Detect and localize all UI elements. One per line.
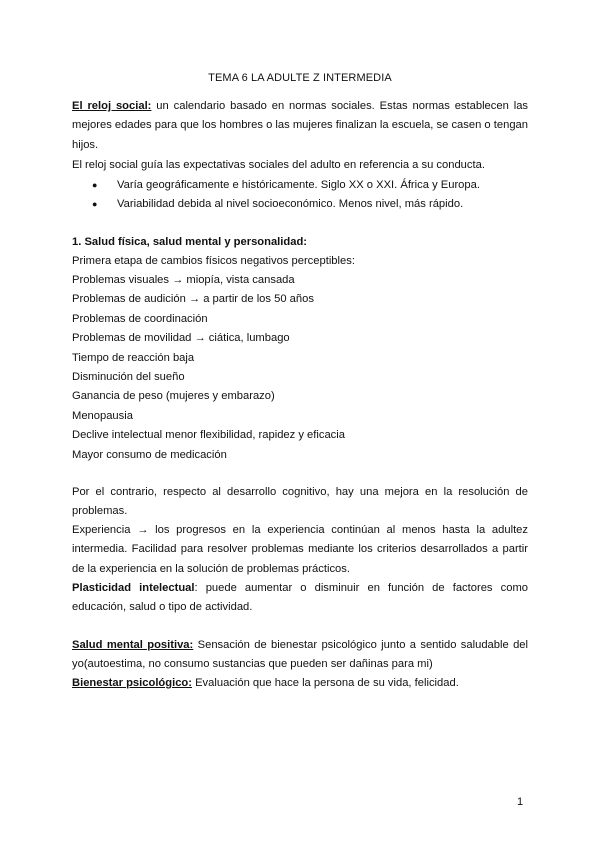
list-item: Tiempo de reacción baja	[72, 351, 195, 364]
section-heading: 1. Salud física, salud mental y personalidad:	[72, 236, 308, 248]
reloj-social-term: El reloj social:	[72, 100, 152, 112]
bullet-icon: ●	[92, 180, 98, 190]
mental-health-text: Sensación de bienestar psicológico junto a sentido saludable del yo(autoestima, no consumo sustancias que pueden ser dañinas para mi)	[72, 639, 528, 671]
bullet-text: Variabilidad debida al nivel socioeconómico. Menos nivel, más rápido.	[117, 198, 464, 210]
mental-health-paragraph	[72, 636, 528, 675]
list-item: Disminución del sueño	[72, 371, 185, 384]
list-item: Problemas de movilidad → ciática, lumbago	[72, 332, 290, 345]
page-number: 1	[517, 796, 524, 808]
list-item: Problemas visuales → miopía, vista cansada	[72, 274, 295, 286]
cognitive-paragraph: Por el contrario, respecto al desarrollo cognitivo, hay una mejora en la resolución de problemas.	[72, 486, 528, 518]
reloj-social-definition: un calendario basado en normas sociales. Estas normas establecen las mejores edades para que los hombres o las mujeres finalizan la escuela, se casen o tengan hijos.	[72, 100, 529, 151]
wellbeing-term: Bienestar psicológico:	[72, 677, 192, 689]
list-item: Problemas de coordinación	[72, 312, 208, 325]
change-list	[72, 271, 528, 465]
list-item: Ganancia de peso (mujeres y embarazo)	[72, 390, 275, 403]
experience-paragraph: Experiencia → los progresos en la experiencia continúan al menos hasta la adultez intermedia. Facilidad para resolver problemas mediante los criterios desarrollados a partir de la experiencia en la solución de problemas prácticos.	[72, 524, 528, 575]
list-item: Mayor consumo de medicación	[72, 448, 227, 461]
page-title: TEMA 6 LA ADULTE Z INTERMEDIA	[208, 72, 392, 84]
reloj-social-paragraph	[72, 97, 528, 155]
wellbeing-paragraph	[72, 674, 528, 693]
plasticity-paragraph	[72, 579, 528, 618]
wellbeing-text: Evaluación que hace la persona de su vida, felicidad.	[191, 677, 459, 689]
reloj-social-guide: El reloj social guía las expectativas sociales del adulto en referencia a su conducta.	[72, 159, 485, 171]
plasticity-term: Plasticidad intelectual	[72, 582, 195, 594]
mental-health-term: Salud mental positiva:	[72, 639, 194, 651]
list-item: Problemas de audición → a partir de los 50 años	[72, 293, 314, 306]
list-item: Menopausia	[72, 409, 133, 422]
plasticity-text: : puede aumentar o disminuir en función de factores como educación, salud o tipo de actividad.	[72, 582, 528, 614]
section-intro: Primera etapa de cambios físicos negativos perceptibles:	[72, 255, 355, 267]
list-item: Declive intelectual menor flexibilidad, rapidez y eficacia	[72, 429, 345, 442]
bullet-text: Varía geográficamente e históricamente. Siglo XX o XXI. África y Europa.	[117, 179, 480, 191]
bullet-icon: ●	[92, 199, 98, 209]
